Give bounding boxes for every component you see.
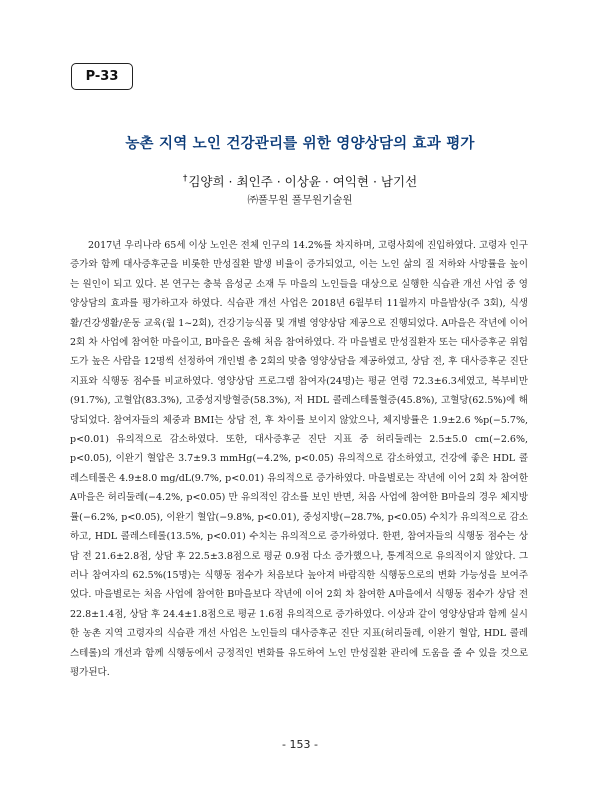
author-names: 김양희 · 최인주 · 이상윤 · 여익현 · 남기선: [188, 174, 418, 189]
abstract-paragraph: 2017년 우리나라 65세 이상 노인은 전체 인구의 14.2%를 차지하며, 고령사회에 진입하였다. 고령자 인구 증가와 함께 대사증후군을 비롯한 만성질환 발생 비율이 증가되었고, 이는 노인 삶의 질 저하와 사망률을 높이는 원인이 되고 있다. 본 연구는 충북 음성군 소재 두 마을의 노인들을 대상으로 실행한 식습관 개선 사업 중 영양상담의 효과를 평가하고자 하였다. 식습관 개선 사업은 2018년 6월부터 11월까지 마을밥상(주 3회), 식생활/건강생활/운동 교육(월 1~2회), 건강기능식품 및 개별 영양상담 제공으로 진행되었다. A마을은 작년에 이어 2회 차 사업에 참여한 마을이고, B마을은 올해 처음 참여하였다. 각 마을별로 만성질환자 또는 대사증후군 위험도가 높은 사람을 12명씩 선정하여 개인별 총 2회의 맞춤 영양상담을 제공하였고, 상담 전, 후 대사증후군 진단 지표와 식행동 점수를 비교하였다. 영양상담 프로그램 참여자(24명)는 평균 연령 72.3±6.3세였고, 복부비만(91.7%), 고혈압(83.3%), 고중성지방혈증(58.3%), 저 HDL 콜레스테롤혈증(45.8%), 고혈당(62.5%)에 해당되었다. 참여자들의 체중과 BMI는 상담 전, 후 차이를 보이지 않았으나, 체지방률은 1.9±2.6 %p(−5.7%, p<0.01) 유의적으로 감소하였다. 또한, 대사증후군 진단 지표 중 허리둘레는 2.5±5.0 cm(−2.6%, p<0.05), 이완기 혈압은 3.7±9.3 mmHg(−4.2%, p<0.05) 유의적으로 감소하였고, 건강에 좋은 HDL 콜레스테롤은 4.9±8.0 mg/dL(9.7%, p<0.01) 유의적으로 증가하였다. 마을별로는 작년에 이어 2회 차 참여한 A마을은 허리둘레(−4.2%, p<0.05) 만 유의적인 감소를 보인 반면, 처음 사업에 참여한 B마을의 경우 체지방률(−6.2%, p<0.05), 이완기 혈압(−9.8%, p<0.01), 중성지방(−28.7%, p<0.05) 수치가 유의적으로 감소하고, HDL 콜레스테롤(13.5%, p<0.01) 수치는 유의적으로 증가하였다. 한편, 참여자들의 식행동 점수는 상담 전 21.6±2.8점, 상담 후 22.5±3.8점으로 평균 0.9점 다소 증가했으나, 통계적으로 유의적이지 않았다. 그러나 참여자의 62.5%(15명)는 식행동 점수가 처음보다 높아져 바람직한 식행동으로의 변화 가능성을 보여주었다. 마을별로는 처음 사업에 참여한 B마을보다 작년에 이어 2회 차 참여한 A마을에서 식행동 점수가 상담 전 22.8±1.4점, 상담 후 24.4±1.8점으로 평균 1.6점 유의적으로 증가하였다. 이상과 같이 영양상담과 함께 실시한 농촌 지역 고령자의 식습관 개선 사업은 노인들의 대사증후군 진단 지표(허리둘레, 이완기 혈압, HDL 콜레스테롤)의 개선과 함께 식행동에서 긍정적인 변화를 유도하여 노인 만성질환 관리에 도움을 줄 수 있을 것으로 평가된다.: [70, 240, 528, 678]
affiliation: ㈜풀무원 풀무원기술원: [247, 194, 353, 206]
paper-title: 농촌 지역 노인 건강관리를 위한 영양상담의 효과 평가: [125, 136, 475, 152]
corresponding-author-marker: †: [182, 174, 188, 184]
poster-number-badge: P-33: [71, 63, 133, 90]
author-line: [0, 172, 600, 190]
abstract-body: [70, 236, 528, 682]
page-number: - 153 -: [282, 738, 318, 751]
